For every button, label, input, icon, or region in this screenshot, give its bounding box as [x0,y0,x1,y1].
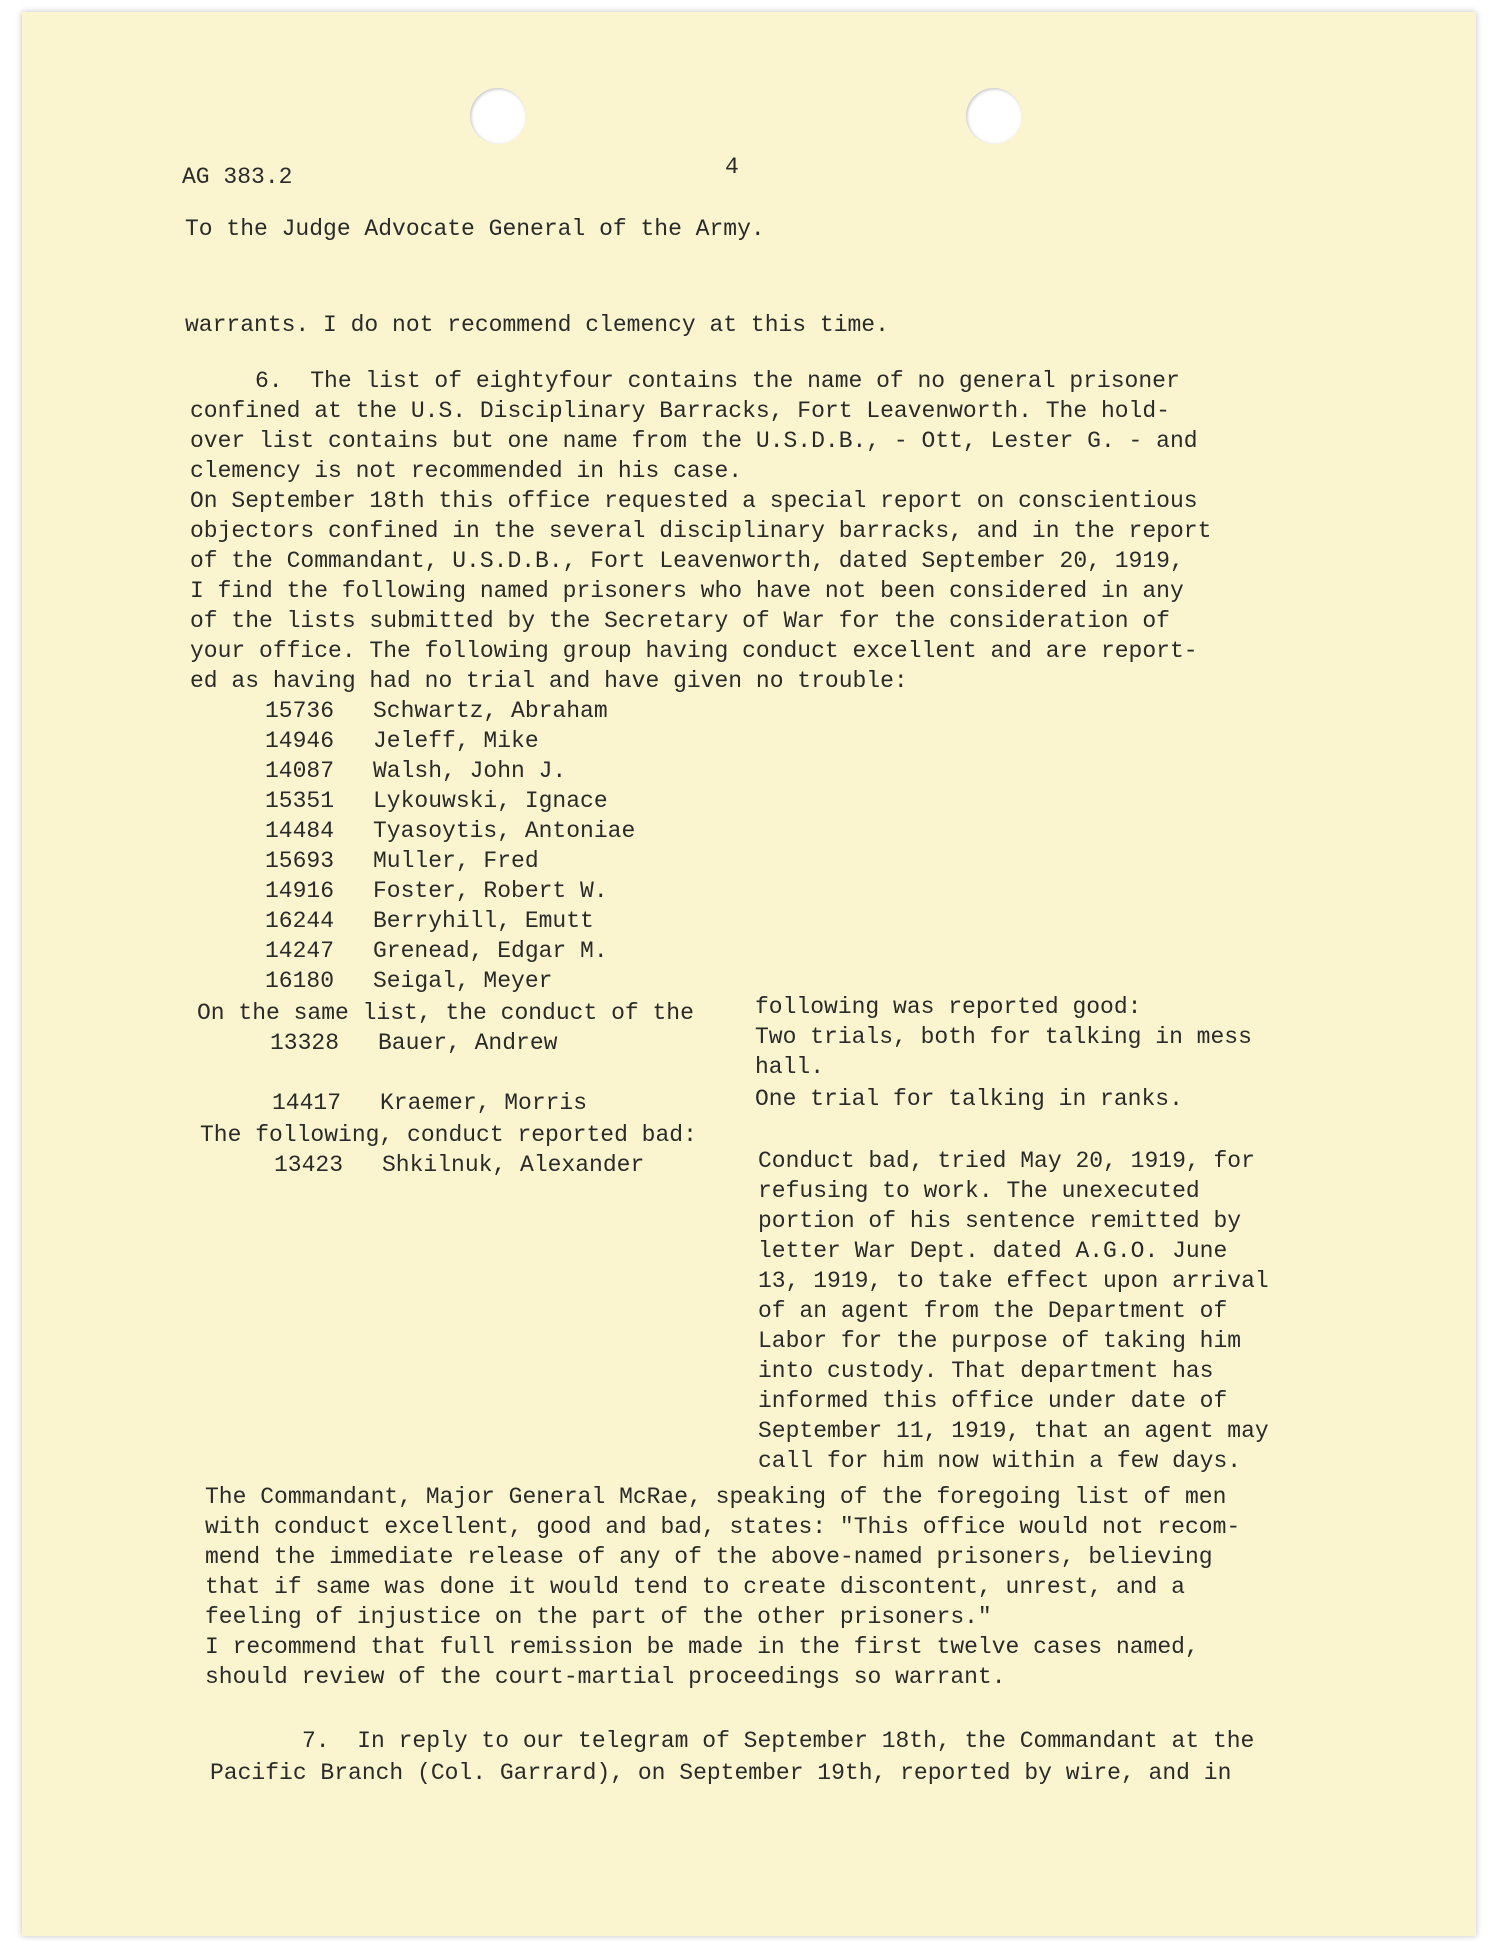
text-line: with conduct excellent, good and bad, states: "This office would not recom- [205,1514,1241,1540]
note-line: letter War Dept. dated A.G.O. June [758,1238,1228,1264]
prisoner-number: 14247 [265,938,335,964]
prisoner-name: Kraemer, Morris [380,1090,588,1116]
text-line: objectors confined in the several disciplinary barracks, and in the report [190,518,1212,544]
section-label: On the same list, the conduct of the [197,1000,694,1026]
prisoner-name: Jeleff, Mike [373,728,539,754]
file-reference: AG 383.2 [182,164,293,190]
text-line: of the Commandant, U.S.D.B., Fort Leavenworth, dated September 20, 1919, [190,548,1184,574]
note-line: portion of his sentence remitted by [758,1208,1242,1234]
prisoner-name: Muller, Fred [373,848,539,874]
prisoner-number: 15736 [265,698,335,724]
note-line: Two trials, both for talking in mess [755,1024,1252,1050]
text-line: 6. The list of eightyfour contains the name of no general prisoner [255,368,1180,394]
prisoner-name: Shkilnuk, Alexander [382,1152,645,1178]
text-line: feeling of injustice on the part of the other prisoners." [205,1604,992,1630]
prisoner-name: Grenead, Edgar M. [373,938,608,964]
prisoner-number: 15693 [265,848,335,874]
text-line: I find the following named prisoners who have not been considered in any [190,578,1184,604]
prisoner-number: 16180 [265,968,335,994]
text-line: your office. The following group having conduct excellent and are report- [190,638,1198,664]
prisoner-number: 15351 [265,788,335,814]
prisoner-name: Foster, Robert W. [373,878,608,904]
prisoner-name: Tyasoytis, Antoniae [373,818,636,844]
prisoner-number: 14916 [265,878,335,904]
prisoner-name: Seigal, Meyer [373,968,553,994]
note-line: refusing to work. The unexecuted [758,1178,1200,1204]
section-label: The following, conduct reported bad: [200,1122,697,1148]
prisoner-name: Lykouwski, Ignace [373,788,608,814]
text-line: ed as having had no trial and have given no trouble: [190,668,908,694]
text-line: The Commandant, Major General McRae, speaking of the foregoing list of men [205,1484,1227,1510]
punch-hole [966,88,1022,144]
note-line: Conduct bad, tried May 20, 1919, for [758,1148,1255,1174]
text-line: On September 18th this office requested a special report on conscientious [190,488,1198,514]
note-line: call for him now within a few days. [758,1448,1242,1474]
text-line: over list contains but one name from the U.S.D.B., - Ott, Lester G. - and [190,428,1198,454]
note-line: of an agent from the Department of [758,1298,1228,1324]
prisoner-number: 13423 [274,1152,344,1178]
intro-line: warrants. I do not recommend clemency at this time. [185,312,889,338]
punch-hole [470,88,526,144]
note-line: into custody. That department has [758,1358,1214,1384]
addressee-line: To the Judge Advocate General of the Army. [185,216,765,242]
text-line: 7. In reply to our telegram of September 18th, the Commandant at the [302,1728,1255,1754]
section-label: following was reported good: [755,994,1142,1020]
note-line: hall. [755,1054,825,1080]
text-line: Pacific Branch (Col. Garrard), on September 19th, reported by wire, and in [210,1760,1232,1786]
prisoner-number: 14484 [265,818,335,844]
text-line: mend the immediate release of any of the above-named prisoners, believing [205,1544,1213,1570]
text-line: that if same was done it would tend to create discontent, unrest, and a [205,1574,1185,1600]
note-line: informed this office under date of [758,1388,1228,1414]
prisoner-name: Schwartz, Abraham [373,698,608,724]
text-line: should review of the court-martial proceedings so warrant. [205,1664,1006,1690]
prisoner-name: Berryhill, Emutt [373,908,594,934]
note-line: Labor for the purpose of taking him [758,1328,1242,1354]
prisoner-number: 14946 [265,728,335,754]
text-line: I recommend that full remission be made in the first twelve cases named, [205,1634,1199,1660]
text-line: clemency is not recommended in his case. [190,458,743,484]
prisoner-number: 14417 [272,1090,342,1116]
note-line: 13, 1919, to take effect upon arrival [758,1268,1269,1294]
prisoner-number: 14087 [265,758,335,784]
note-line: One trial for talking in ranks. [755,1086,1183,1112]
text-line: of the lists submitted by the Secretary of War for the consideration of [190,608,1170,634]
prisoner-name: Walsh, John J. [373,758,567,784]
prisoner-name: Bauer, Andrew [378,1030,558,1056]
page-number: 4 [725,154,739,180]
text-line: confined at the U.S. Disciplinary Barracks, Fort Leavenworth. The hold- [190,398,1170,424]
prisoner-number: 16244 [265,908,335,934]
document-page [22,12,1476,1936]
note-line: September 11, 1919, that an agent may [758,1418,1269,1444]
prisoner-number: 13328 [270,1030,340,1056]
